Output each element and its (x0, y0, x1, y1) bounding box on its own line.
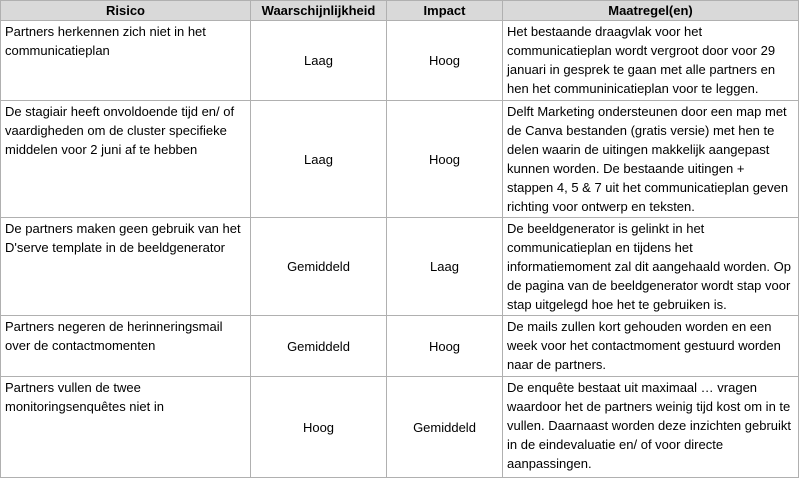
table-row (1, 21, 799, 101)
risk-cell: Partners herkennen zich niet in het communicatieplan (1, 21, 251, 101)
measure-cell: Delft Marketing ondersteunen door een map met de Canva bestanden (gratis versie) met hen te delen waarin de uitingen makkelijk aangepast kunnen worden. De bestaande uitingen + stappen 4, 5 & 7 uit het communicatieplan geven richting voor ontwerp en teksten. (503, 101, 799, 218)
table-body (1, 21, 799, 478)
measure-cell: Het bestaande draagvlak voor het communicatieplan wordt vergroot door voor 29 januari in gesprek te gaan met alle partners en hen het communinicatieplan voor te leggen. (503, 21, 799, 101)
impact-cell: Hoog (387, 101, 503, 218)
table-row (1, 377, 799, 478)
probability-cell: Hoog (251, 377, 387, 478)
header-risk: Risico (1, 1, 251, 21)
table-row (1, 218, 799, 316)
risk-cell: De partners maken geen gebruik van het D'serve template in de beeldgenerator (1, 218, 251, 316)
probability-cell: Gemiddeld (251, 316, 387, 377)
measure-cell: De mails zullen kort gehouden worden en een week voor het contactmoment gestuurd worden naar de partners. (503, 316, 799, 377)
header-impact: Impact (387, 1, 503, 21)
header-row (1, 1, 799, 21)
header-probability: Waarschijnlijkheid (251, 1, 387, 21)
impact-cell: Laag (387, 218, 503, 316)
table-row (1, 101, 799, 218)
table-header (1, 1, 799, 21)
risk-cell: Partners negeren de herinneringsmail over de contactmomenten (1, 316, 251, 377)
measure-cell: De enquête bestaat uit maximaal … vragen waardoor het de partners weinig tijd kost om in te vullen. Daarnaast worden deze inzichten gebruikt in de eindevaluatie en/ of voor directe aanpassingen. (503, 377, 799, 478)
header-measure: Maatregel(en) (503, 1, 799, 21)
measure-cell: De beeldgenerator is gelinkt in het communicatieplan en tijdens het informatiemoment zal dit aangehaald worden. Op de pagina van de beeldgenerator wordt stap voor stap uitgelegd hoe het te gebruiken is. (503, 218, 799, 316)
probability-cell: Laag (251, 101, 387, 218)
impact-cell: Gemiddeld (387, 377, 503, 478)
probability-cell: Laag (251, 21, 387, 101)
risk-cell: De stagiair heeft onvoldoende tijd en/ of vaardigheden om de cluster specifieke middelen voor 2 juni af te hebben (1, 101, 251, 218)
risk-cell: Partners vullen de twee monitoringsenquêtes niet in (1, 377, 251, 478)
impact-cell: Hoog (387, 21, 503, 101)
table-row (1, 316, 799, 377)
impact-cell: Hoog (387, 316, 503, 377)
probability-cell: Gemiddeld (251, 218, 387, 316)
